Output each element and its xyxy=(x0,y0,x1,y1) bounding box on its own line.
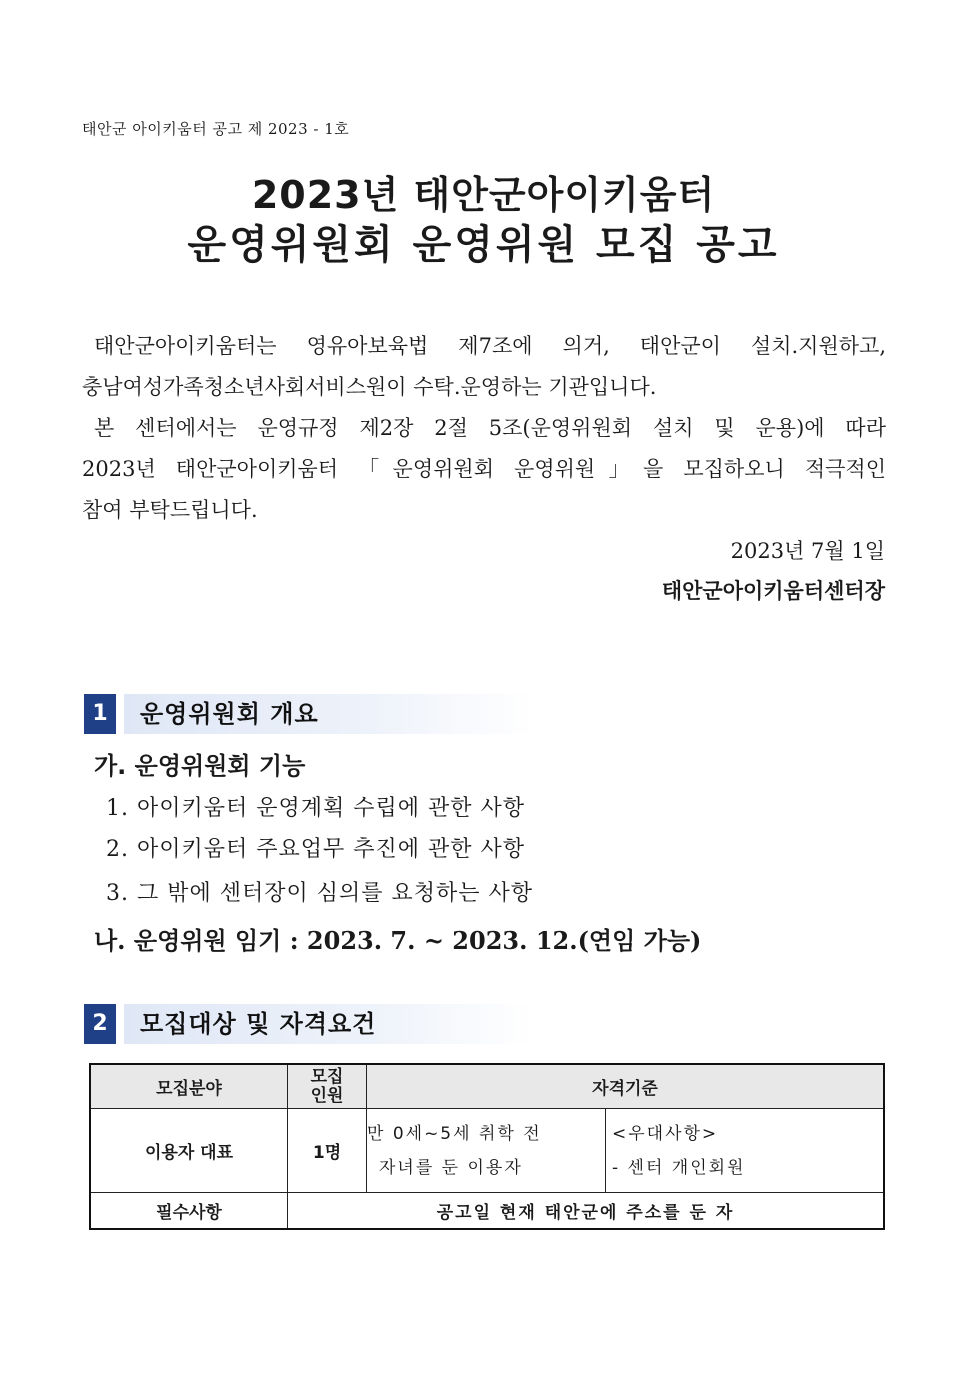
table-row xyxy=(90,1193,884,1229)
signer: 태안군아이키움터센터장 xyxy=(661,579,885,603)
notice-date: 2023년 7월 1일 xyxy=(730,539,885,563)
row2-requirement: 공고일 현재 태안군에 주소를 둔 자 xyxy=(288,1193,885,1229)
function-item-2: 2. 아이키움터 주요업무 추진에 관한 사항 xyxy=(106,837,525,862)
row1-preference-line2: - 센터 개인회원 xyxy=(612,1157,746,1178)
page-title-line2: 운영위원회 운영위원 모집 공고 xyxy=(187,222,780,268)
function-item-1: 1. 아이키움터 운영계획 수립에 관한 사항 xyxy=(106,796,525,821)
notice-number: 태안군 아이키움터 공고 제 2023 - 1호 xyxy=(82,120,350,138)
row1-criteria-line2: 자녀를 둔 이용자 xyxy=(379,1157,523,1178)
intro-line-2: 충남여성가족청소년사회서비스원이 수탁.운영하는 기관입니다. xyxy=(82,375,657,399)
intro-line-1: 태안군아이키움터는 영유아보육법 제7조에 의거, 태안군이 설치.지원하고, xyxy=(94,334,886,358)
intro-line-4: 2023년 태안군아이키움터 「운영위원회 운영위원」을 모집하오니 적극적인 xyxy=(82,457,886,481)
header-criteria: 자격기준 xyxy=(367,1064,885,1109)
row1-preference xyxy=(606,1109,885,1193)
row1-field: 이용자 대표 xyxy=(90,1109,288,1193)
header-count xyxy=(288,1064,367,1109)
row1-criteria xyxy=(367,1109,606,1193)
row2-field: 필수사항 xyxy=(90,1193,288,1229)
table-row xyxy=(90,1109,884,1193)
header-field: 모집분야 xyxy=(90,1064,288,1109)
row1-preference-line1: <우대사항> xyxy=(612,1123,719,1144)
section-1-header xyxy=(84,694,534,734)
row1-count: 1명 xyxy=(288,1109,367,1193)
row1-criteria-line1: 만 0세~5세 취학 전 xyxy=(367,1123,542,1144)
requirements-table xyxy=(89,1063,885,1230)
page-title-line1: 2023년 태안군아이키움터 xyxy=(251,173,716,217)
section-1-title: 운영위원회 개요 xyxy=(140,700,319,728)
section-2-number: 2 xyxy=(84,1004,116,1044)
header-count-line1: 모집 xyxy=(310,1066,344,1087)
table-header-row xyxy=(90,1064,884,1109)
section-1-sub-a: 가. 운영위원회 기능 xyxy=(94,752,306,780)
section-1-number: 1 xyxy=(84,694,116,734)
intro-line-3: 본 센터에서는 운영규정 제2장 2절 5조(운영위원회 설치 및 운용)에 따라 xyxy=(94,416,886,440)
section-1-sub-b: 나. 운영위원 임기 : 2023. 7. ~ 2023. 12.(연임 가능) xyxy=(94,926,702,955)
function-item-3: 3. 그 밖에 센터장이 심의를 요청하는 사항 xyxy=(106,881,533,906)
section-2-header xyxy=(84,1004,534,1044)
header-count-line2: 인원 xyxy=(310,1085,344,1106)
intro-line-5: 참여 부탁드립니다. xyxy=(82,498,258,522)
section-2-title: 모집대상 및 자격요건 xyxy=(140,1010,377,1038)
